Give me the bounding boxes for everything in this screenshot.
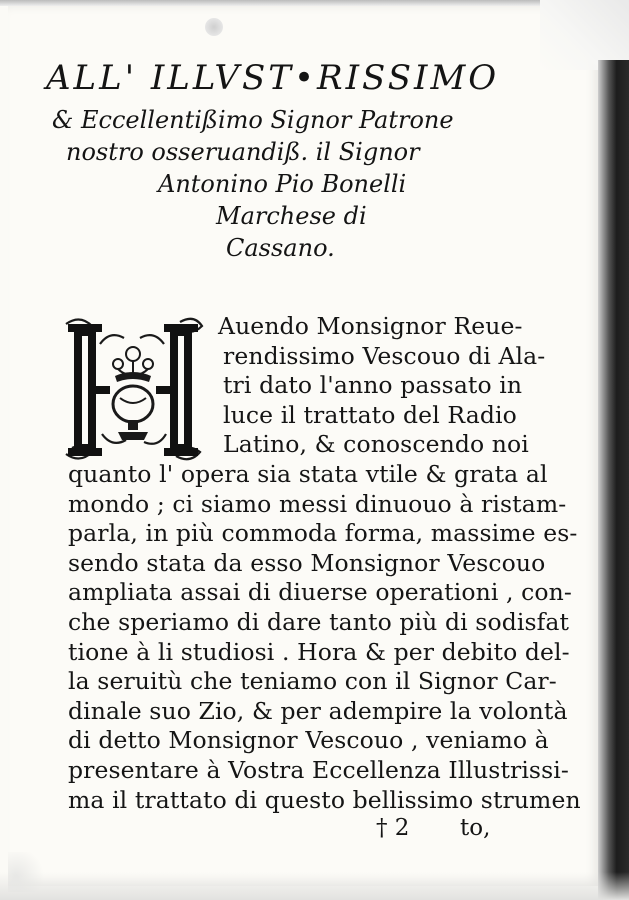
body-line: parla, in più commoda forma, massime es- [68, 519, 578, 547]
body-line: rendissimo Vescouo di Ala- [223, 342, 546, 370]
body-line: tri dato l'anno passato in [223, 371, 523, 399]
heading-line-6: Cassano. [226, 234, 335, 262]
body-line: sendo stata da esso Monsignor Vescouo [68, 549, 546, 577]
body-line: Latino, & conoscendo noi [223, 430, 529, 458]
body-line: ma il trattato di questo bellissimo strumen [68, 786, 581, 814]
scan-top-edge [0, 0, 629, 6]
body-line: la seruitù che teniamo con il Signor Car- [68, 667, 557, 695]
body-line: che speriamo di dare tanto più di sodisfat [68, 608, 570, 636]
ornamental-initial-icon [60, 314, 206, 464]
body-line: mondo ; ci siamo messi dinuouo à ristam- [68, 490, 567, 518]
paper-sheet [8, 6, 600, 886]
scan-bottom-edge [0, 872, 629, 900]
body-line: tione à li studiosi . Hora & per debito del- [68, 638, 570, 666]
signature-mark: † 2 [376, 815, 410, 841]
body-line: quanto l' opera sia stata vtile & grata al [68, 460, 548, 488]
body-line: di detto Monsignor Vescouo , veniamo à [68, 726, 549, 754]
body-line: ampliata assai di diuerse operationi , con- [68, 578, 572, 606]
body-line: dinale suo Zio, & per adempire la volontà [68, 697, 568, 725]
heading-line-1: ALL' ILLVST•RISSIMO [46, 58, 500, 98]
binding-edge [598, 60, 629, 900]
body-line: Auendo Monsignor Reue- [218, 312, 523, 340]
heading-line-4: Antonino Pio Bonelli [158, 170, 407, 198]
heading-line-3: nostro osseruandiß. il Signor [66, 138, 420, 166]
body-line: presentare à Vostra Eccellenza Illustrissi- [68, 756, 569, 784]
body-line: luce il trattato del Radio [223, 401, 517, 429]
heading-line-2: & Eccellentißimo Signor Patrone [52, 106, 454, 134]
heading-line-5: Marchese di [216, 202, 367, 230]
paper-hole [205, 18, 223, 36]
catchword: to, [460, 815, 491, 841]
